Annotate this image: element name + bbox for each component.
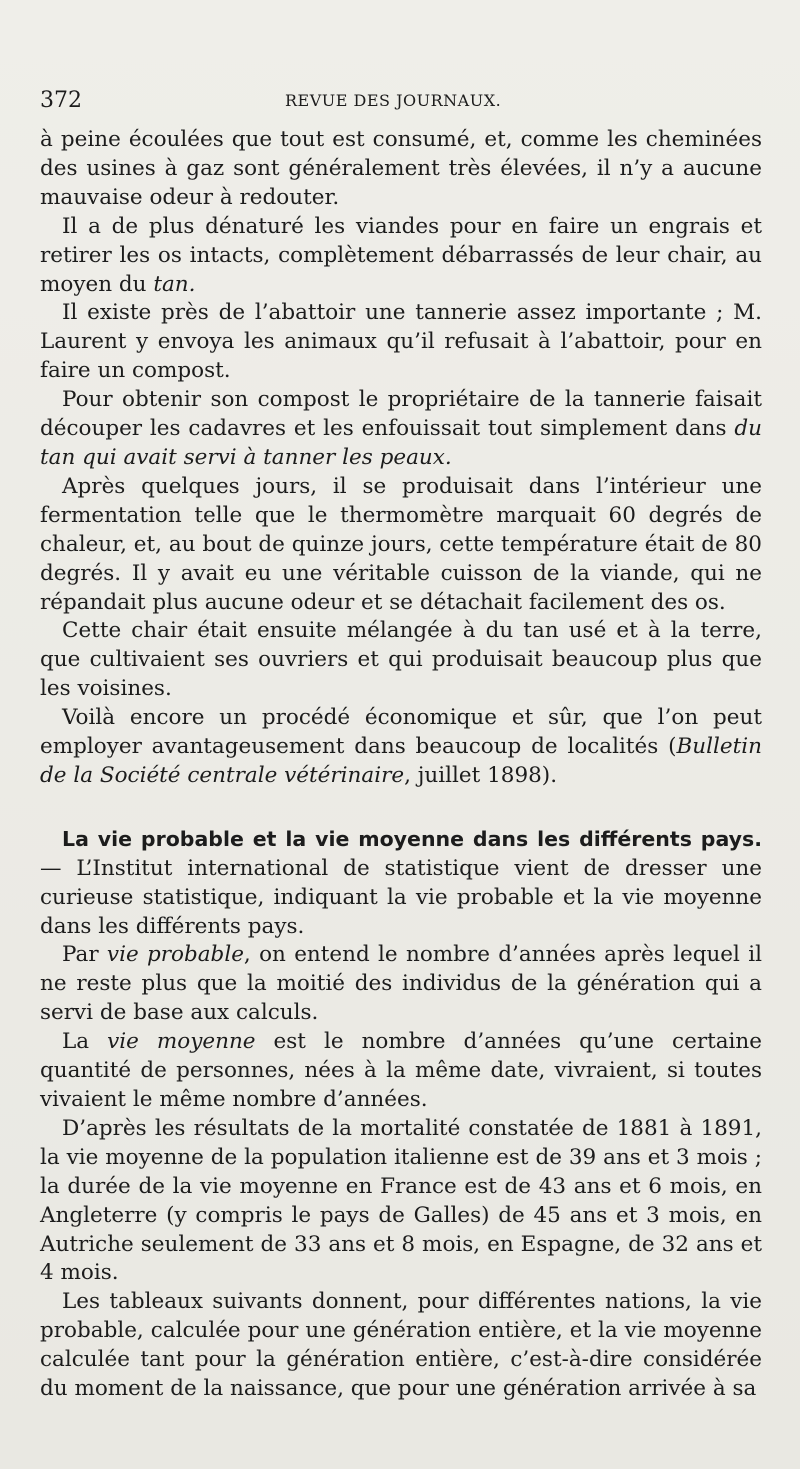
text-segment: Les tableaux suivants donnent, pour différentes nations, la vie probable, calculée pour une génération entière, et la vie moyenne calculée tant pour la génération entière, c’est-à-dire considérée du moment de la naissance, que pour une génération arrivée à sa: [40, 1289, 762, 1402]
text-segment: D’après les résultats de la mortalité constatée de 1881 à 1891, la vie moyenne de la population italienne est de 39 ans et 3 mois ; la durée de la vie moyenne en France est de 43 ans et 6 mois, en Angleterre (y compris le pays de Galles) de 45 ans et 3 mois, en Autriche seulement de 33 ans et 8 mois, en Espagne, de 32 ans et 4 mois.: [40, 1115, 762, 1286]
italic-text: tan.: [153, 271, 196, 297]
body-text-part1: [40, 126, 762, 791]
page-header: [40, 88, 762, 126]
text-segment: Il existe près de l’abattoir une tannerie assez importante ; M. Laurent y envoya les animaux qu’il refusait à l’abattoir, pour en faire un compost.: [40, 300, 762, 384]
paragraph: [40, 704, 762, 791]
paragraph: [40, 1028, 762, 1115]
text-segment: Cette chair était ensuite mélangée à du tan usé et à la terre, que cultivaient ses ouvriers et qui produisait beaucoup plus que les voisines.: [40, 618, 762, 702]
text-segment: à peine écoulées que tout est consumé, et, comme les cheminées des usines à gaz sont généralement très élevées, il n’y a aucune mauvaise odeur à redouter.: [40, 127, 762, 210]
paragraph: [40, 1115, 762, 1288]
text-segment: est le nombre d’années qu’une certaine quantité de personnes, nées à la même date, vivraient, si toutes vivaient le même nombre d’années.: [40, 1029, 762, 1112]
article-title: La vie probable et la vie moyenne dans les différents pays.: [62, 826, 762, 851]
paragraph: [40, 299, 762, 386]
text-segment: , juillet 1898).: [404, 762, 558, 788]
paragraph: [40, 617, 762, 704]
text-segment: Pour obtenir son compost le propriétaire de la tannerie faisait découper les cadavres et les enfouissait tout simplement dans: [40, 387, 762, 442]
italic-text: Bulletin de la Société centrale vétérinaire: [40, 734, 762, 788]
italic-text: vie moyenne: [107, 1029, 256, 1055]
article-lead-paragraph: [40, 825, 762, 942]
paragraph: [40, 1288, 762, 1404]
paragraph: [40, 386, 762, 473]
page-number: 372: [40, 88, 82, 113]
article-lead: — L’Institut international de statistique vient de dresser une curieuse statistique, indiquant la vie probable et la vie moyenne dans les différents pays.: [40, 855, 762, 939]
paragraph: [40, 213, 762, 300]
running-title: REVUE DES JOURNAUX.: [285, 91, 502, 110]
text-segment: La: [62, 1029, 108, 1055]
body-text-part2: [40, 941, 762, 1404]
paragraph: [40, 941, 762, 1028]
text-segment: Après quelques jours, il se produisait dans l’intérieur une fermentation telle que le thermomètre marquait 60 degrés de chaleur, et, au bout de quinze jours, cette température était de 80 degrés. Il y avait eu une véritable cuisson de la viande, qui ne répandait plus aucune odeur et se détachait facilement des os.: [40, 473, 762, 615]
italic-text: du tan qui avait servi à tanner les peaux.: [40, 416, 762, 470]
text-segment: Il a de plus dénaturé les viandes pour en faire un engrais et retirer les os intacts, complètement débarrassés de leur chair, au moyen du: [40, 213, 762, 297]
paragraph: [40, 473, 762, 618]
article-section: [40, 825, 762, 942]
paragraph: [40, 126, 762, 213]
text-segment: Par: [62, 942, 107, 968]
text-segment: , on entend le nombre d’années après lequel il ne reste plus que la moitié des individus de la génération qui a servi de base aux calculs.: [40, 942, 762, 1026]
italic-text: vie probable: [106, 942, 244, 968]
text-segment: Voilà encore un procédé économique et sûr, que l’on peut employer avantageusement dans beaucoup de localités (: [40, 705, 762, 760]
